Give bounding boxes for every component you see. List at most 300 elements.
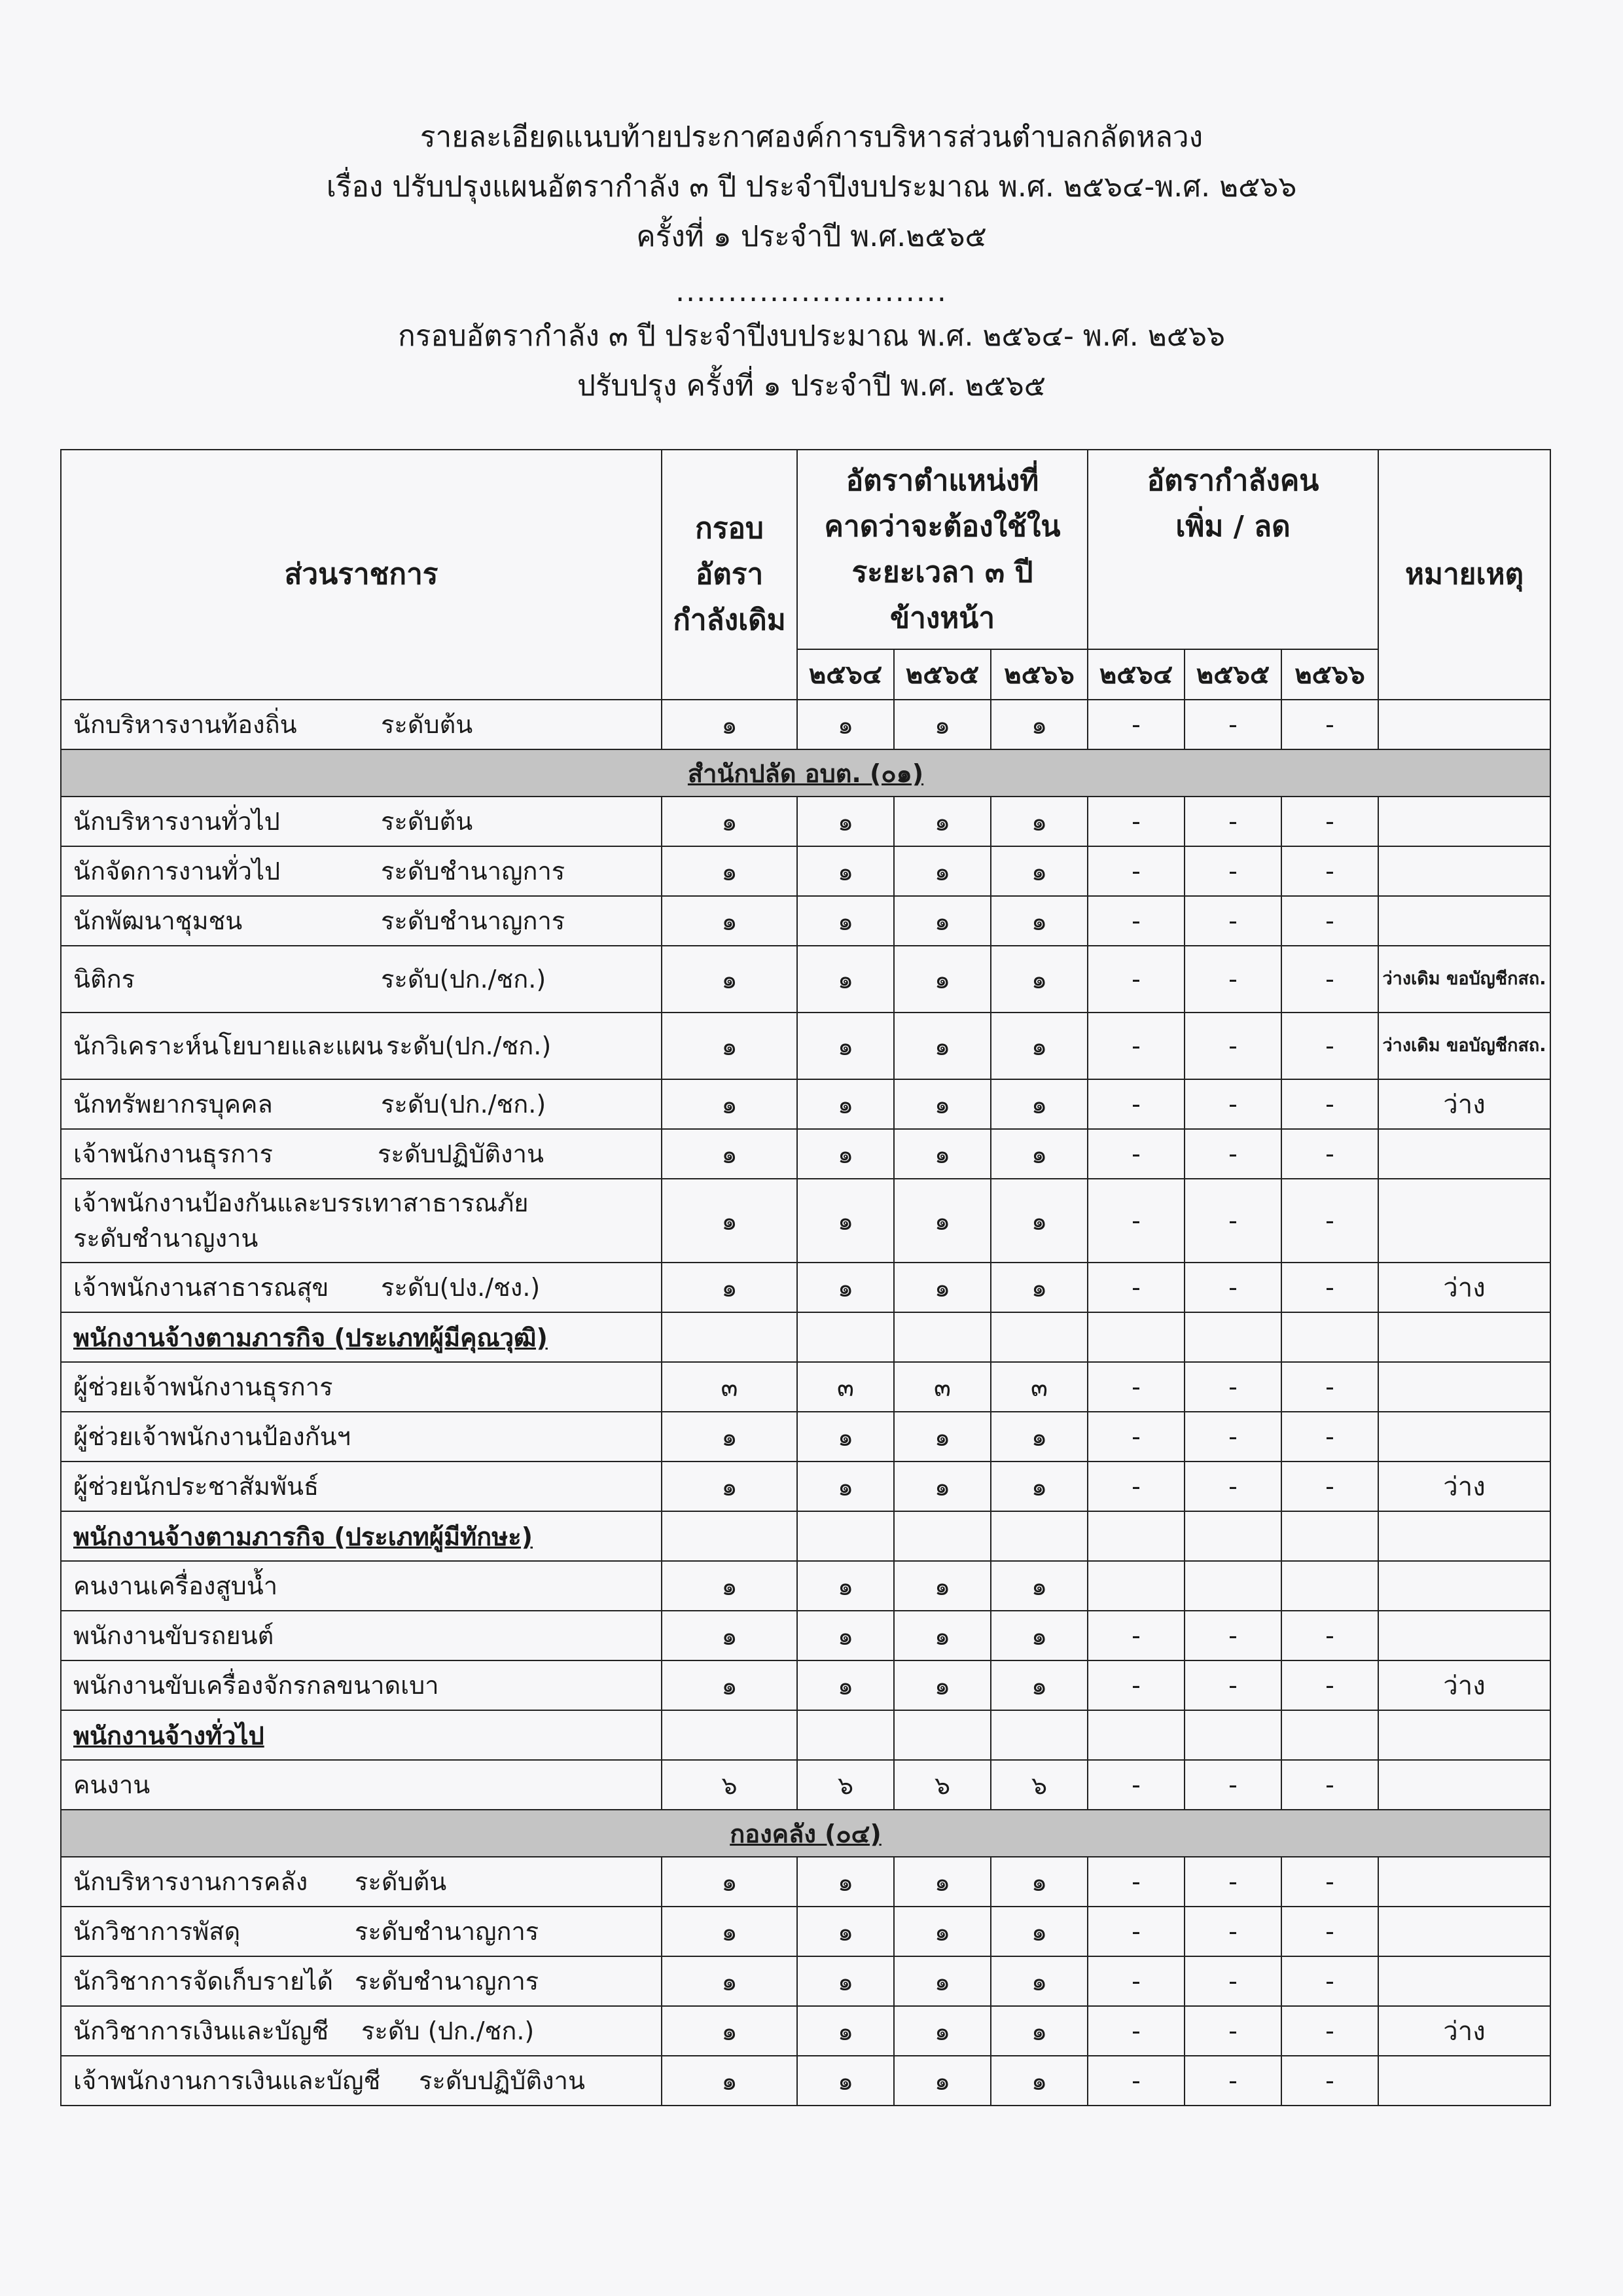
position-name: ผู้ช่วยเจ้าพนักงานป้องกันฯ [73,1422,351,1451]
empty-cell [1378,1511,1550,1561]
change-value: - [1088,1129,1185,1179]
group-title: พนักงานจ้างตามภารกิจ (ประเภทผู้มีทักษะ) [61,1511,662,1561]
change-value: - [1281,1079,1378,1129]
change-value: - [1281,1907,1378,1956]
rate-value: ๑ [797,700,894,749]
remark-cell [1378,846,1550,896]
remark-cell [1378,1857,1550,1907]
remark-cell [1378,2056,1550,2106]
rate-value: ๑ [894,1462,991,1511]
rate-value: ๑ [894,1179,991,1263]
change-value: - [1281,1179,1378,1263]
rate-value: ๑ [991,896,1088,946]
empty-cell [1088,1710,1185,1760]
table-row [61,749,1550,797]
rate-value: ๑ [662,1013,797,1079]
remark-cell [1378,1412,1550,1462]
rate-value: ๑ [991,1857,1088,1907]
change-value: - [1185,1263,1281,1312]
empty-cell [1378,1312,1550,1362]
remark-cell: ว่าง [1378,1462,1550,1511]
remark-cell: ว่าง [1378,1660,1550,1710]
position-level: ระดับชำนาญงาน [73,1224,259,1253]
table-row [61,797,1550,846]
table-row [61,1760,1550,1810]
change-value: - [1185,1760,1281,1810]
rate-value: ๑ [894,946,991,1013]
empty-cell [1185,1312,1281,1362]
empty-cell [1185,1511,1281,1561]
position-name-cell [61,1907,662,1956]
rate-value: ๑ [991,1412,1088,1462]
rate-value: ๑ [894,2006,991,2056]
rate-value: ๓ [662,1362,797,1412]
remark-cell [1378,1561,1550,1611]
rate-value: ๑ [894,1561,991,1611]
change-value: - [1185,1462,1281,1511]
rate-value: ๑ [662,1956,797,2006]
change-value: - [1185,846,1281,896]
position-name-cell [61,1611,662,1660]
rate-value: ๑ [894,1079,991,1129]
remark-cell: ว่าง [1378,1079,1550,1129]
rate-value: ๑ [797,1907,894,1956]
rate-value: ๑ [991,1263,1088,1312]
group-title: พนักงานจ้างตามภารกิจ (ประเภทผู้มีคุณวุฒิ) [61,1312,662,1362]
rate-value: ๑ [991,946,1088,1013]
rate-value: ๑ [662,846,797,896]
position-name: ผู้ช่วยเจ้าพนักงานธุรการ [73,1372,333,1401]
position-name-cell [61,2056,662,2106]
change-value: - [1088,700,1185,749]
rate-value: ๑ [662,2006,797,2056]
change-value: - [1088,1907,1185,1956]
col-header-remark: หมายเหตุ [1378,450,1550,700]
change-value: - [1281,2056,1378,2106]
rate-value: ๑ [662,896,797,946]
section-title: สำนักปลัด อบต. (๐๑) [61,749,1550,797]
position-level: ระดับต้น [381,710,473,739]
empty-cell [991,1511,1088,1561]
table-row [61,1412,1550,1462]
change-value: - [1281,700,1378,749]
position-name-cell [61,1362,662,1412]
change-value: - [1185,2006,1281,2056]
position-name: นิติกร [73,965,135,994]
header-line-2: เรื่อง ปรับปรุงแผนอัตรากำลัง ๓ ปี ประจำปีงบประมาณ พ.ศ. ๒๕๖๔-พ.ศ. ๒๕๖๖ [326,170,1297,204]
rate-value: ๑ [894,2056,991,2106]
change-value: - [1281,896,1378,946]
change-value: - [1281,1857,1378,1907]
position-name: นักพัฒนาชุมชน [73,906,243,935]
change-value: - [1281,797,1378,846]
position-name-cell [61,1561,662,1611]
rate-value: ๑ [797,1660,894,1710]
rate-value: ๑ [797,1561,894,1611]
empty-cell [1281,1710,1378,1760]
position-level: ระดับ (ปก./ชก.) [361,2017,535,2045]
change-value: - [1185,1412,1281,1462]
position-name: คนงาน [73,1770,151,1799]
table-row [61,2056,1550,2106]
position-level: ระดับต้น [355,1867,447,1896]
group-title: พนักงานจ้างทั่วไป [61,1710,662,1760]
manpower-table [60,449,1551,2106]
empty-cell [662,1710,797,1760]
change-value: - [1281,1129,1378,1179]
rate-value: ๑ [662,700,797,749]
remark-cell: ว่าง [1378,2006,1550,2056]
rate-value: ๖ [662,1760,797,1810]
rate-value: ๑ [797,896,894,946]
change-value: - [1185,797,1281,846]
table-row [61,1129,1550,1179]
rate-value: ๑ [662,1660,797,1710]
position-name-cell [61,1660,662,1710]
change-value: - [1281,1956,1378,2006]
position-name-cell [61,846,662,896]
position-name: เจ้าพนักงานป้องกันและบรรเทาสาธารณภัย [73,1189,529,1217]
table-row [61,2006,1550,2056]
rate-value: ๑ [991,1179,1088,1263]
change-value: - [1185,1907,1281,1956]
rate-value: ๓ [991,1362,1088,1412]
position-name: นักจัดการงานทั่วไป [73,857,281,886]
change-value: - [1281,1462,1378,1511]
rate-value: ๑ [894,1412,991,1462]
position-name-cell [61,2006,662,2056]
rate-value: ๖ [894,1760,991,1810]
position-level: ระดับต้น [381,807,473,836]
change-value: - [1281,1263,1378,1312]
rate-value: ๑ [894,700,991,749]
rate-value: ๑ [991,1462,1088,1511]
empty-cell [894,1511,991,1561]
change-value: - [1281,1362,1378,1412]
position-name: นักวิชาการจัดเก็บรายได้ [73,1967,334,1996]
change-value: - [1088,1462,1185,1511]
position-name: นักบริหารงานทั่วไป [73,807,280,836]
empty-cell [991,1710,1088,1760]
table-row [61,896,1550,946]
position-name: นักทรัพยากรบุคคล [73,1090,273,1119]
change-value: - [1088,1857,1185,1907]
empty-cell [797,1710,894,1760]
position-level: ระดับชำนาญการ [355,1917,539,1946]
position-name: เจ้าพนักงานธุรการ [73,1139,273,1168]
remark-cell [1378,1760,1550,1810]
header-dots: .......................... [675,275,948,308]
rate-value: ๑ [797,846,894,896]
position-name: พนักงานขับเครื่องจักรกลขนาดเบา [73,1671,439,1700]
change-value: - [1088,946,1185,1013]
remark-cell [1378,797,1550,846]
empty-cell [797,1312,894,1362]
col-header-frame: กรอบ อัตรา กำลังเดิม [662,450,797,700]
change-value: - [1185,1660,1281,1710]
position-name-cell [61,797,662,846]
rate-value: ๑ [662,1857,797,1907]
change-value [1281,1561,1378,1611]
rate-value: ๑ [797,2006,894,2056]
rate-value: ๑ [991,1660,1088,1710]
empty-cell [1281,1511,1378,1561]
change-value: - [1088,1412,1185,1462]
position-name-cell [61,1013,662,1079]
header-line-3: ครั้งที่ ๑ ประจำปี พ.ศ.๒๕๖๕ [636,220,987,253]
change-value: - [1088,1760,1185,1810]
position-name-cell [61,1760,662,1810]
rate-value: ๑ [991,797,1088,846]
rate-value: ๑ [662,1129,797,1179]
rate-value: ๑ [797,797,894,846]
empty-cell [797,1511,894,1561]
rate-value: ๑ [894,896,991,946]
position-name-cell [61,946,662,1013]
change-value: - [1185,700,1281,749]
col-header-change: อัตรากำลังคน เพิ่ม / ลด [1088,450,1378,649]
rate-value: ๑ [662,1079,797,1129]
year-header: ๒๕๖๔ [1088,649,1185,700]
position-level: ระดับ(ปง./ชง.) [381,1273,541,1302]
position-name-cell [61,1462,662,1511]
position-name-cell [61,700,662,749]
change-value: - [1281,1760,1378,1810]
position-name-cell [61,1129,662,1179]
rate-value: ๑ [797,1462,894,1511]
rate-value: ๑ [662,1907,797,1956]
rate-value: ๑ [797,2056,894,2106]
change-value: - [1281,946,1378,1013]
change-value: - [1281,1013,1378,1079]
rate-value: ๑ [797,1079,894,1129]
rate-value: ๑ [662,946,797,1013]
rate-value: ๑ [662,1611,797,1660]
table-row [61,1956,1550,2006]
remark-cell [1378,1956,1550,2006]
change-value: - [1281,2006,1378,2056]
change-value: - [1281,1660,1378,1710]
change-value: - [1088,1079,1185,1129]
empty-cell [1185,1710,1281,1760]
rate-value: ๓ [797,1362,894,1412]
rate-value: ๑ [662,1412,797,1462]
empty-cell [662,1511,797,1561]
table-row [61,1710,1550,1760]
table-row [61,1312,1550,1362]
position-level: ระดับ(ปก./ชก.) [381,1090,546,1119]
change-value: - [1088,1013,1185,1079]
header-line-5: ปรับปรุง ครั้งที่ ๑ ประจำปี พ.ศ. ๒๕๖๕ [577,369,1046,403]
table-row [61,1079,1550,1129]
position-name: เจ้าพนักงานสาธารณสุข [73,1273,329,1302]
position-name-cell [61,896,662,946]
change-value: - [1088,1956,1185,2006]
table-row [61,846,1550,896]
rate-value: ๖ [991,1760,1088,1810]
position-name: นักบริหารงานการคลัง [73,1867,308,1896]
position-level: ระดับชำนาญการ [381,906,565,935]
rate-value: ๑ [797,1129,894,1179]
position-name: นักวิเคราะห์นโยบายและแผน [73,1031,383,1060]
change-value: - [1088,1263,1185,1312]
position-name: นักวิชาการเงินและบัญชี [73,2017,329,2045]
year-header: ๒๕๖๕ [1185,649,1281,700]
table-row [61,1013,1550,1079]
rate-value: ๑ [991,1079,1088,1129]
col-header-unit: ส่วนราชการ [61,450,662,700]
table-body [61,700,1550,2106]
change-value: - [1088,1179,1185,1263]
rate-value: ๑ [662,797,797,846]
table-row [61,700,1550,749]
position-name: ผู้ช่วยนักประชาสัมพันธ์ [73,1472,319,1501]
empty-cell [1378,1710,1550,1760]
empty-cell [894,1312,991,1362]
table-row [61,1179,1550,1263]
remark-cell [1378,1179,1550,1263]
change-value: - [1185,1956,1281,2006]
position-level: ระดับชำนาญการ [355,1967,539,1996]
rate-value: ๑ [662,2056,797,2106]
rate-value: ๑ [797,1857,894,1907]
table-row [61,1561,1550,1611]
change-value: - [1185,1611,1281,1660]
position-name-cell [61,1263,662,1312]
table-row [61,1660,1550,1710]
change-value: - [1185,1079,1281,1129]
remark-cell [1378,896,1550,946]
remark-cell: ว่างเดิม ขอบัญชีกสถ. [1378,1013,1550,1079]
rate-value: ๑ [797,1013,894,1079]
change-value: - [1185,1857,1281,1907]
rate-value: ๑ [894,846,991,896]
position-name-cell [61,1079,662,1129]
change-value: - [1088,846,1185,896]
change-value: - [1185,1129,1281,1179]
rate-value: ๑ [991,1907,1088,1956]
change-value: - [1185,946,1281,1013]
rate-value: ๑ [797,1611,894,1660]
rate-value: ๑ [894,1956,991,2006]
position-level: ระดับปฏิบัติงาน [419,2066,585,2095]
rate-value: ๑ [991,846,1088,896]
change-value: - [1088,2056,1185,2106]
change-value: - [1185,1013,1281,1079]
rate-value: ๑ [894,1857,991,1907]
change-value: - [1185,1179,1281,1263]
rate-value: ๓ [894,1362,991,1412]
section-title: กองคลัง (๐๔) [61,1810,1550,1857]
position-name-cell [61,1857,662,1907]
position-name: พนักงานขับรถยนต์ [73,1621,274,1650]
table-row [61,1362,1550,1412]
rate-value: ๑ [991,1013,1088,1079]
rate-value: ๑ [894,1129,991,1179]
change-value: - [1088,797,1185,846]
change-value [1185,1561,1281,1611]
rate-value: ๑ [894,1611,991,1660]
change-value: - [1185,2056,1281,2106]
empty-cell [991,1312,1088,1362]
position-name: คนงานเครื่องสูบน้ำ [73,1571,278,1600]
rate-value: ๑ [991,1129,1088,1179]
change-value: - [1185,1362,1281,1412]
rate-value: ๑ [797,1179,894,1263]
position-level: ระดับ(ปก./ชก.) [381,965,546,994]
header-line-1: รายละเอียดแนบท้ายประกาศองค์การบริหารส่วนตำบลกลัดหลวง [419,120,1204,154]
change-value: - [1088,1362,1185,1412]
rate-value: ๑ [894,1263,991,1312]
position-level: ระดับ(ปก./ชก.) [386,1031,552,1060]
rate-value: ๑ [894,1907,991,1956]
header-line-4: กรอบอัตรากำลัง ๓ ปี ประจำปีงบประมาณ พ.ศ. ๒๕๖๔- พ.ศ. ๒๕๖๖ [398,319,1225,353]
change-value: - [1088,1611,1185,1660]
empty-cell [894,1710,991,1760]
position-name-cell [61,1179,662,1263]
position-name-cell [61,1956,662,2006]
col-header-expected: อัตราตำแหน่งที่ คาดว่าจะต้องใช้ใน ระยะเวลา ๓ ปี ข้างหน้า [797,450,1088,649]
rate-value: ๑ [662,1561,797,1611]
remark-cell [1378,1611,1550,1660]
table-row [61,1611,1550,1660]
change-value: - [1088,896,1185,946]
year-header: ๒๕๖๕ [894,649,991,700]
position-name: นักวิชาการพัสดุ [73,1917,241,1946]
change-value: - [1281,1412,1378,1462]
rate-value: ๑ [662,1263,797,1312]
change-value: - [1088,2006,1185,2056]
change-value: - [1281,846,1378,896]
rate-value: ๑ [991,2056,1088,2106]
position-name: นักบริหารงานท้องถิ่น [73,710,297,739]
table-row [61,1857,1550,1907]
position-level: ระดับชำนาญการ [381,857,565,886]
rate-value: ๖ [797,1760,894,1810]
rate-value: ๑ [797,1956,894,2006]
change-value: - [1088,1660,1185,1710]
rate-value: ๑ [991,2006,1088,2056]
position-level: ระดับปฏิบัติงาน [378,1139,544,1168]
rate-value: ๑ [991,1611,1088,1660]
position-name: เจ้าพนักงานการเงินและบัญชี [73,2066,381,2095]
table-row [61,1907,1550,1956]
change-value: - [1185,896,1281,946]
change-value [1088,1561,1185,1611]
year-header: ๒๕๖๖ [991,649,1088,700]
remark-cell [1378,1129,1550,1179]
table-row [61,946,1550,1013]
rate-value: ๑ [797,1412,894,1462]
table-row [61,1263,1550,1312]
rate-value: ๑ [662,1179,797,1263]
rate-value: ๑ [894,1013,991,1079]
rate-value: ๑ [662,1462,797,1511]
remark-cell: ว่างเดิม ขอบัญชีกสถ. [1378,946,1550,1013]
rate-value: ๑ [797,1263,894,1312]
change-value: - [1281,1611,1378,1660]
remark-cell [1378,1907,1550,1956]
remark-cell [1378,700,1550,749]
rate-value: ๑ [991,1956,1088,2006]
remark-cell: ว่าง [1378,1263,1550,1312]
table-row [61,1462,1550,1511]
rate-value: ๑ [894,797,991,846]
rate-value: ๑ [991,700,1088,749]
year-header: ๒๕๖๖ [1281,649,1378,700]
rate-value: ๑ [991,1561,1088,1611]
empty-cell [1281,1312,1378,1362]
